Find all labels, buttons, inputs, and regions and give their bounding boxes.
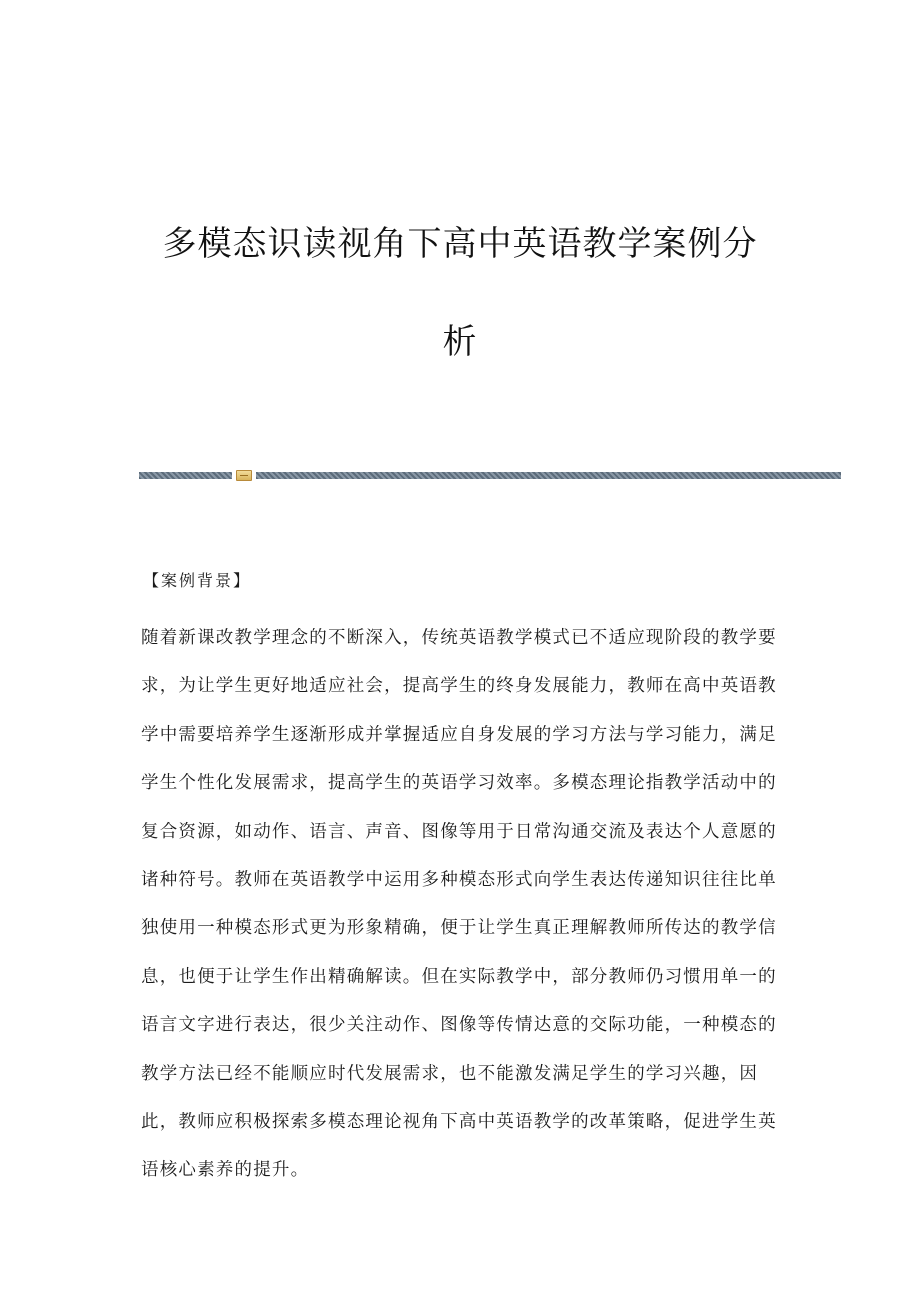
paragraph-line: 复合资源，如动作、语言、声音、图像等用于日常沟通交流及表达个人意愿的 xyxy=(141,821,777,842)
paragraph-line: 息，也便于让学生作出精确解读。但在实际教学中，部分教师仍习惯用单一的 xyxy=(141,966,777,987)
divider-bar-right xyxy=(256,472,841,479)
divider-ornament-icon xyxy=(236,470,252,481)
section-label: 【案例背景】 xyxy=(143,571,252,590)
paragraph-line: 语核心素养的提升。 xyxy=(141,1160,310,1181)
document-title-line-1: 多模态识读视角下高中英语教学案例分 xyxy=(162,224,758,264)
document-title-line-2: 析 xyxy=(442,322,478,362)
title-divider xyxy=(139,469,841,481)
paragraph-line: 求，为让学生更好地适应社会，提高学生的终身发展能力，教师在高中英语教 xyxy=(141,676,777,697)
paragraph-line: 诸种符号。教师在英语教学中运用多种模态形式向学生表达传递知识往往比单 xyxy=(141,869,777,890)
paragraph-line: 学中需要培养学生逐渐形成并掌握适应自身发展的学习方法与学习能力，满足 xyxy=(141,724,777,745)
body-paragraph xyxy=(141,614,781,1195)
paragraph-line: 此，教师应积极探索多模态理论视角下高中英语教学的改革策略，促进学生英 xyxy=(141,1111,777,1132)
paragraph-line: 语言文字进行表达，很少关注动作、图像等传情达意的交际功能，一种模态的 xyxy=(141,1015,777,1036)
paragraph-line: 独使用一种模态形式更为形象精确，便于让学生真正理解教师所传达的教学信 xyxy=(141,918,777,939)
divider-bar-left xyxy=(139,472,232,479)
paragraph-line: 学生个性化发展需求，提高学生的英语学习效率。多模态理论指教学活动中的 xyxy=(141,773,777,794)
paragraph-line: 教学方法已经不能顺应时代发展需求，也不能激发满足学生的学习兴趣，因 xyxy=(141,1063,759,1084)
paragraph-line: 随着新课改教学理念的不断深入，传统英语教学模式已不适应现阶段的教学要 xyxy=(141,628,777,648)
